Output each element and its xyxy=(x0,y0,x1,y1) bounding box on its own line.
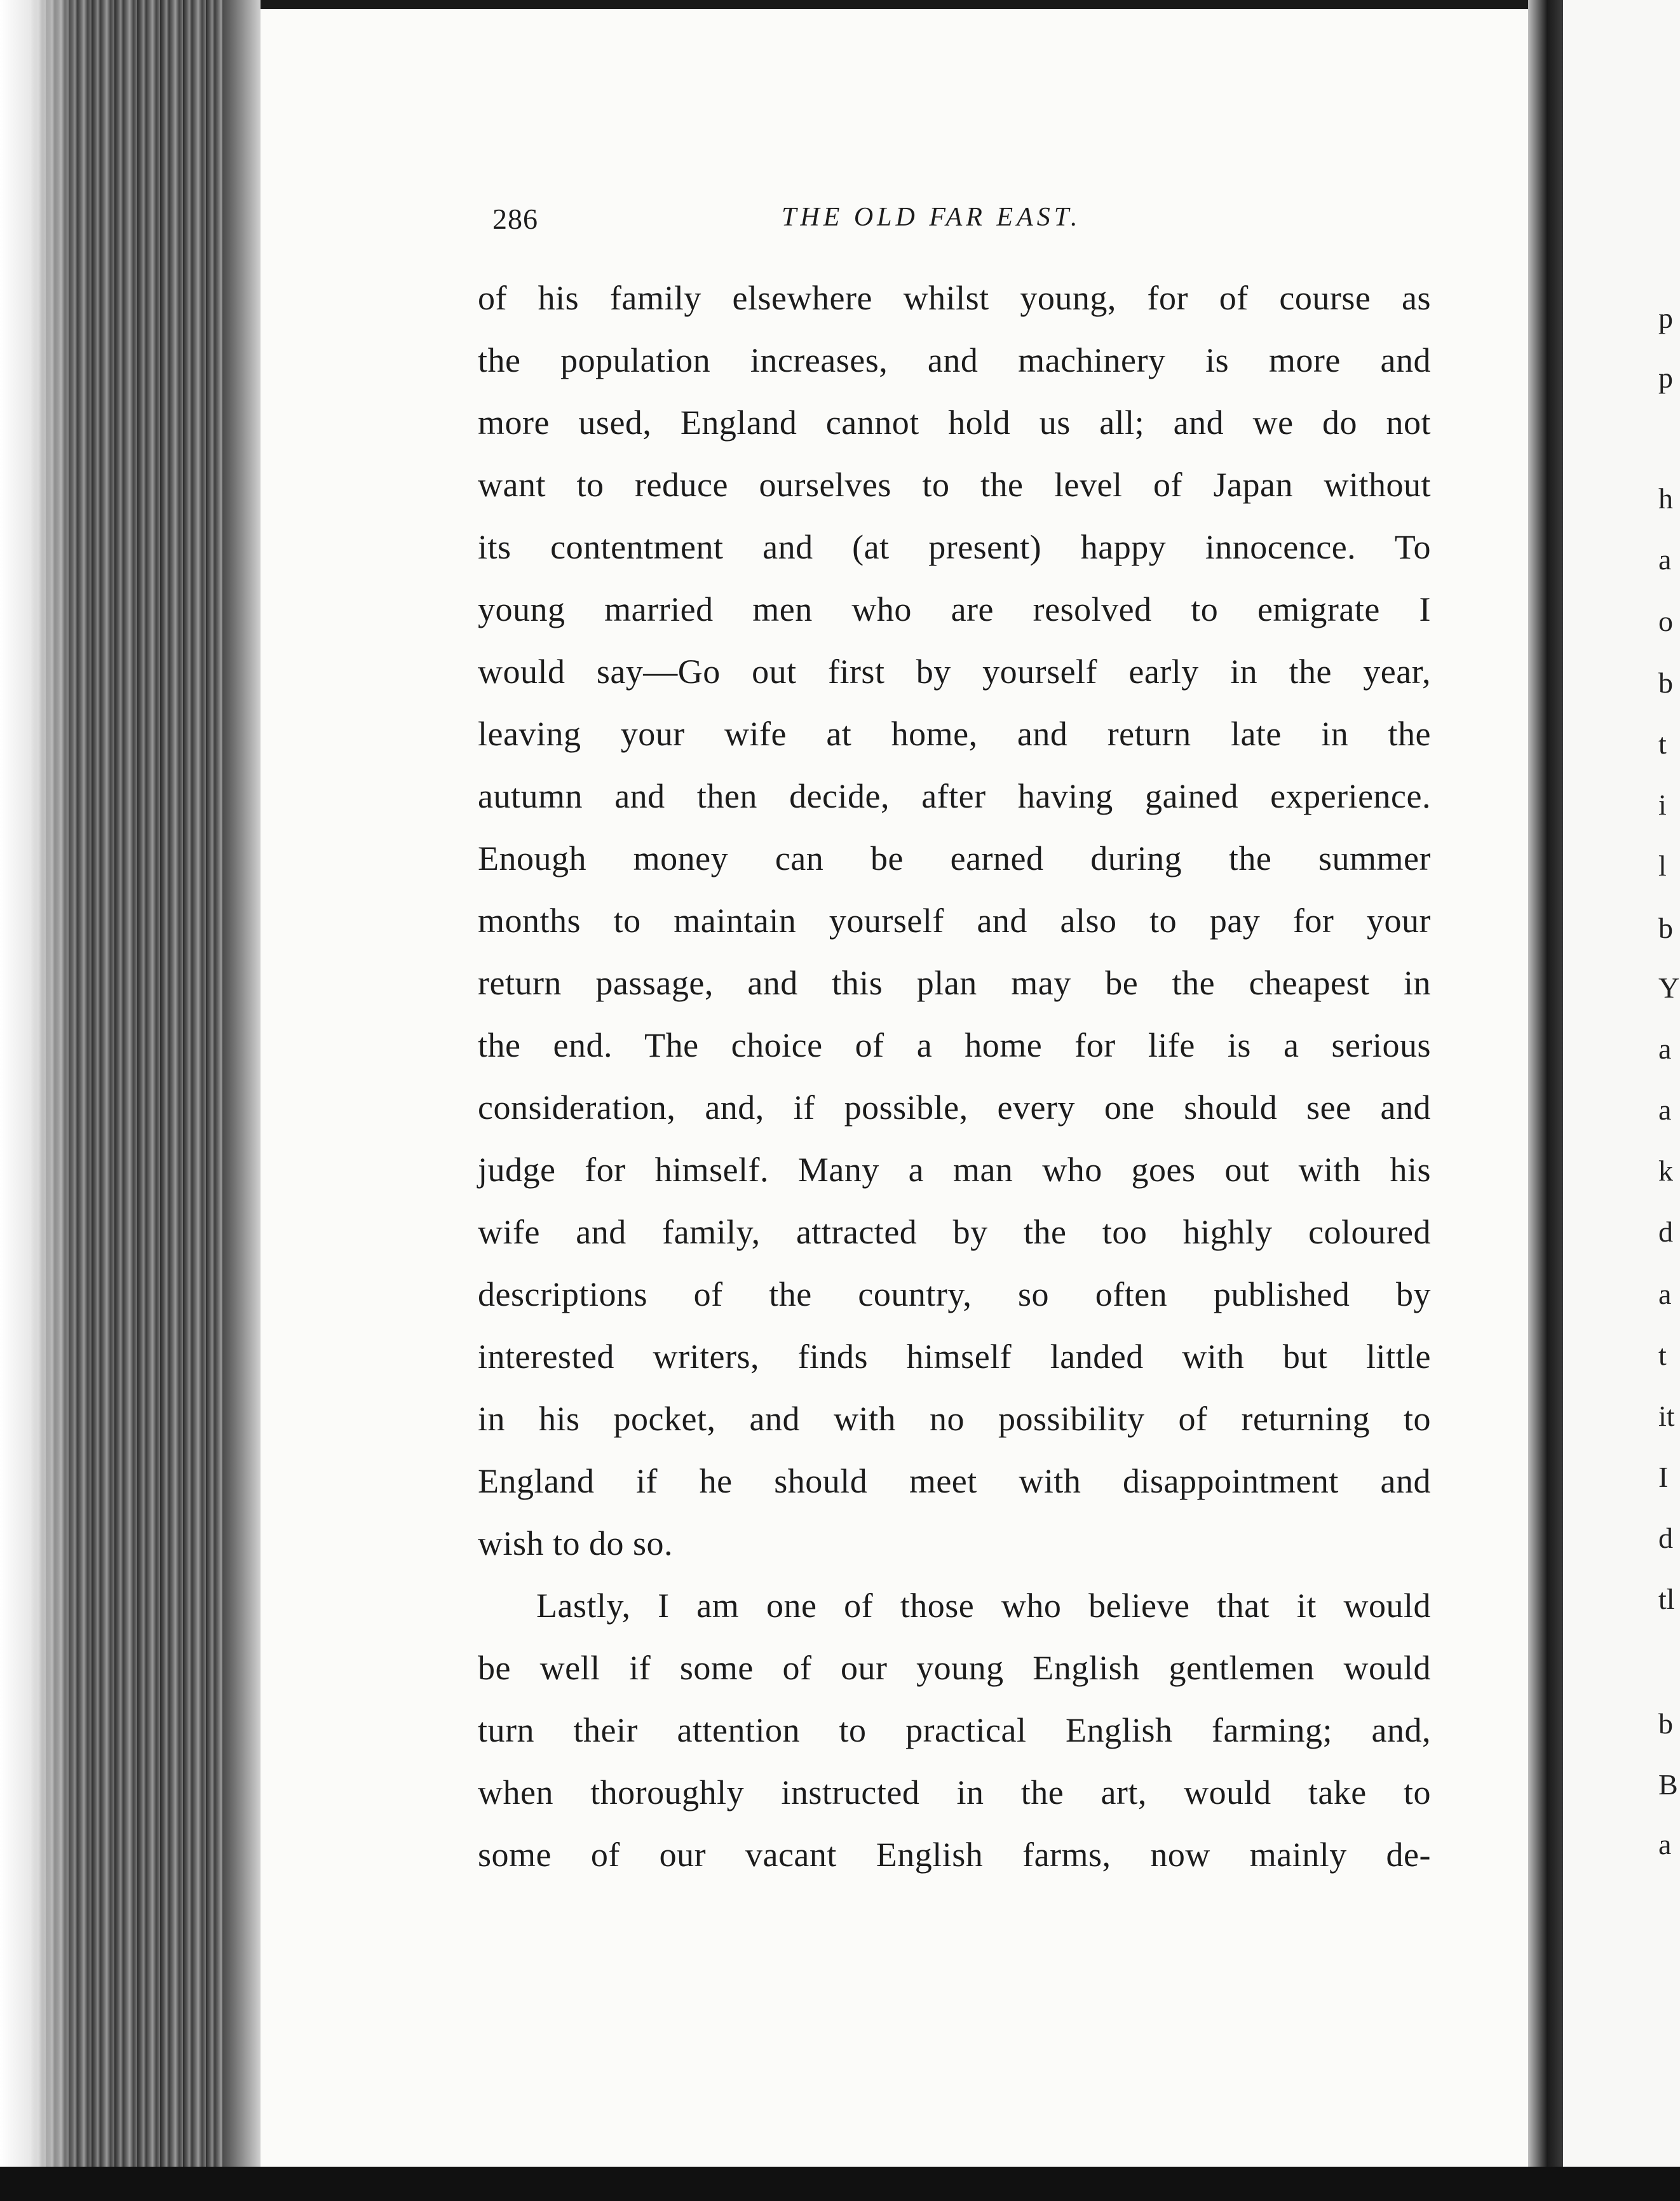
facing-page-fragment: b xyxy=(1658,912,1673,944)
text-line: more used, England cannot hold us all; and we do not xyxy=(478,403,1431,442)
text-line: turn their attention to practical English farming; and, xyxy=(478,1711,1431,1749)
facing-page-fragment: k xyxy=(1658,1155,1673,1187)
facing-page-fragment: b xyxy=(1658,1707,1673,1740)
text-line: England if he should meet with disappointment and xyxy=(478,1462,1431,1500)
facing-page-fragment: d xyxy=(1658,1216,1673,1248)
facing-page-fragment: o xyxy=(1658,605,1673,637)
facing-page-fragment: a xyxy=(1658,1278,1672,1310)
text-line: leaving your wife at home, and return late in the xyxy=(478,715,1431,753)
facing-page xyxy=(1563,0,1680,2201)
facing-page-fragment: a xyxy=(1658,1094,1672,1126)
text-line: some of our vacant English farms, now mainly de- xyxy=(478,1836,1431,1874)
text-line: Lastly, I am one of those who believe that it would xyxy=(536,1587,1431,1625)
text-line: wish to do so. xyxy=(478,1524,674,1562)
paragraph-2 xyxy=(478,1575,1431,1886)
text-line: the population increases, and machinery is more and xyxy=(478,341,1431,379)
text-line: when thoroughly instructed in the art, would take to xyxy=(478,1773,1431,1812)
facing-page-fragment: Y xyxy=(1658,972,1680,1004)
text-line: judge for himself. Many a man who goes out with his xyxy=(478,1151,1431,1189)
facing-page-fragment: h xyxy=(1658,482,1673,515)
book-gutter xyxy=(1528,0,1563,2201)
page-number: 286 xyxy=(492,203,538,235)
facing-page-fragment: b xyxy=(1658,667,1673,699)
text-line: consideration, and, if possible, every one should see and xyxy=(478,1088,1431,1127)
text-line: interested writers, finds himself landed with but little xyxy=(478,1338,1431,1376)
facing-page-fragment: it xyxy=(1658,1400,1675,1432)
text-line: of his family elsewhere whilst young, for of course as xyxy=(478,279,1431,317)
facing-page-fragment: t xyxy=(1658,728,1667,760)
text-line: descriptions of the country, so often published by xyxy=(478,1275,1431,1313)
text-line: Enough money can be earned during the summer xyxy=(478,839,1431,877)
paragraph-1 xyxy=(478,267,1431,1575)
facing-page-fragment: tl xyxy=(1658,1583,1675,1615)
facing-page-fragment: a xyxy=(1658,1828,1672,1860)
text-line: would say—Go out first by yourself early in the year, xyxy=(478,653,1431,691)
facing-page-fragment: a xyxy=(1658,1033,1672,1065)
text-line: its contentment and (at present) happy innocence. To xyxy=(478,528,1431,566)
facing-page-fragment: B xyxy=(1658,1768,1678,1801)
text-line: the end. The choice of a home for life is a serious xyxy=(478,1026,1431,1064)
facing-page-fragment: t xyxy=(1658,1339,1667,1371)
text-line: be well if some of our young English gentlemen would xyxy=(478,1649,1431,1687)
facing-page-fragment: I xyxy=(1658,1461,1669,1493)
scan-bottom-border xyxy=(0,2167,1680,2201)
body-text xyxy=(478,267,1431,1886)
facing-page-fragment: d xyxy=(1658,1522,1673,1554)
running-head: THE OLD FAR EAST. xyxy=(782,203,1081,232)
text-line: want to reduce ourselves to the level of Japan without xyxy=(478,466,1431,504)
scan-margin xyxy=(0,0,76,2201)
text-line: young married men who are resolved to emigrate I xyxy=(478,590,1431,628)
text-line: in his pocket, and with no possibility of returning to xyxy=(478,1400,1431,1438)
text-line: wife and family, attracted by the too highly coloured xyxy=(478,1213,1431,1251)
facing-page-fragment: l xyxy=(1658,850,1667,882)
text-line: return passage, and this plan may be the cheapest in xyxy=(478,964,1431,1002)
facing-page-fragment: a xyxy=(1658,543,1672,576)
text-line: autumn and then decide, after having gained experience. xyxy=(478,777,1431,815)
facing-page-fragment: p xyxy=(1658,362,1673,394)
text-line: months to maintain yourself and also to pay for your xyxy=(478,902,1431,940)
facing-page-fragment: i xyxy=(1658,789,1667,821)
scan-top-border xyxy=(261,0,1528,9)
facing-page-fragment: p xyxy=(1658,302,1673,334)
page-edge-shadow xyxy=(222,0,261,2201)
